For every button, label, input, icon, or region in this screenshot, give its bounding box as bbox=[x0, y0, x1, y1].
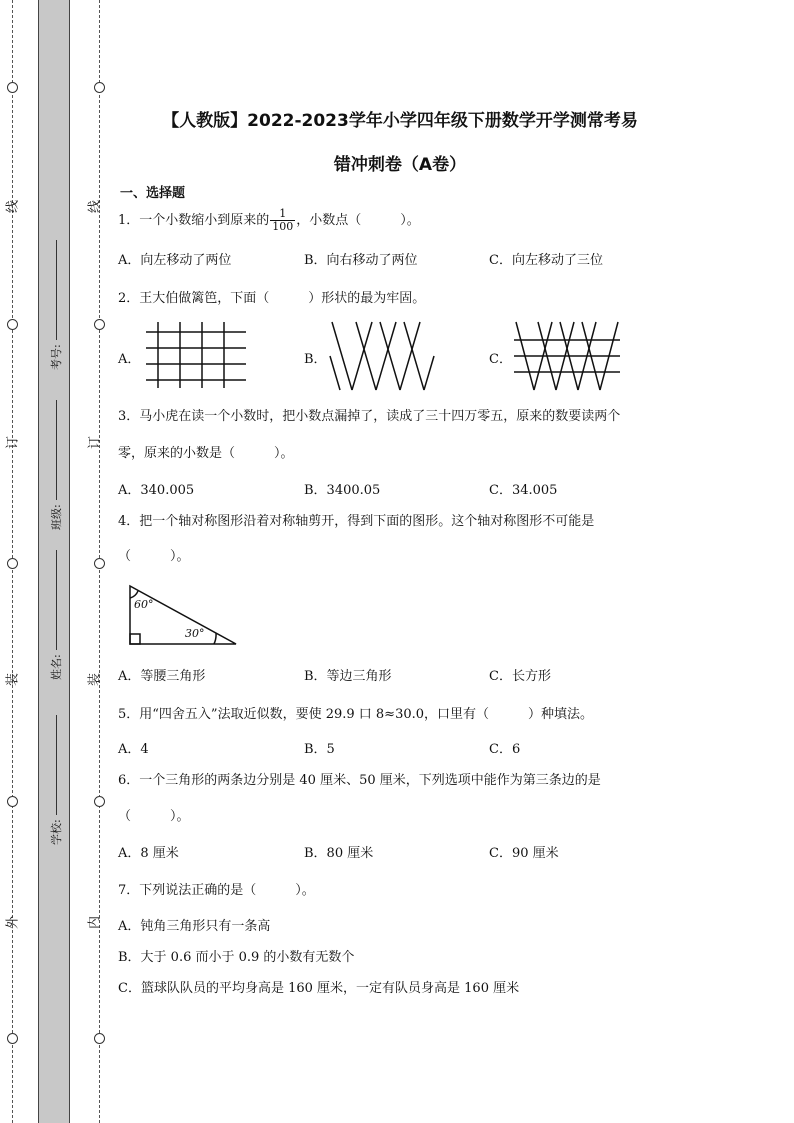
grid-fence-figure bbox=[144, 320, 248, 390]
binding-hole bbox=[94, 558, 105, 569]
question-7: 7．下列说法正确的是（ ）。 bbox=[118, 883, 315, 898]
q1-stem-start: 1．一个小数缩小到原来的 bbox=[118, 213, 270, 228]
margin-char-wai-outer: 外 bbox=[5, 916, 21, 930]
q5-option-b[interactable]: B．5 bbox=[304, 742, 335, 757]
page-title-line1: 【人教版】2022-2023学年小学四年级下册数学开学测常考易 bbox=[162, 111, 638, 131]
margin-char-nei-inner: 内 bbox=[87, 916, 103, 930]
q5-option-a[interactable]: A．4 bbox=[118, 742, 149, 757]
section-heading: 一、选择题 bbox=[120, 186, 186, 201]
right-triangle-figure bbox=[126, 582, 242, 650]
q1-option-b[interactable]: B．向右移动了两位 bbox=[304, 253, 418, 268]
question-2: 2．王大伯做篱笆，下面（ ）形状的最为牢固。 bbox=[118, 291, 426, 306]
binding-hole bbox=[7, 1033, 18, 1044]
exam-number-field[interactable] bbox=[48, 240, 64, 370]
question-4-line1: 4．把一个轴对称图形沿着对称轴剪开，得到下面的图形。这个轴对称图形不可能是 bbox=[118, 514, 595, 529]
margin-char-xian-outer: 线 bbox=[5, 200, 21, 214]
q1-option-c[interactable]: C．向左移动了三位 bbox=[489, 253, 603, 268]
q3-option-a[interactable]: A．340.005 bbox=[118, 483, 195, 498]
question-1 bbox=[118, 208, 420, 233]
name-label: 姓名: bbox=[50, 654, 63, 680]
school-label: 学校: bbox=[50, 819, 63, 845]
q6-option-c[interactable]: C．90 厘米 bbox=[489, 846, 559, 861]
binding-hole bbox=[94, 1033, 105, 1044]
binding-hole bbox=[94, 82, 105, 93]
angle-label-60: 60° bbox=[134, 598, 154, 611]
q3-option-b[interactable]: B．3400.05 bbox=[304, 483, 381, 498]
binding-hole bbox=[94, 796, 105, 807]
class-label: 班级: bbox=[50, 504, 63, 530]
binding-hole bbox=[94, 319, 105, 330]
fraction: $\frac{1}{100}$ bbox=[272, 207, 294, 233]
exam-number-label: 考号: bbox=[50, 344, 63, 370]
q7-option-a[interactable]: A．钝角三角形只有一条高 bbox=[118, 919, 271, 934]
question-4-line2: （ ）。 bbox=[118, 549, 190, 564]
binding-hole bbox=[7, 319, 18, 330]
q6-option-a[interactable]: A．8 厘米 bbox=[118, 846, 179, 861]
q3-option-c[interactable]: C．34.005 bbox=[489, 483, 558, 498]
question-6-line2: （ ）。 bbox=[118, 809, 190, 824]
q2-option-c[interactable]: C． bbox=[489, 352, 512, 367]
margin-char-ding-inner: 订 bbox=[87, 436, 103, 450]
q2-option-a[interactable]: A． bbox=[118, 352, 141, 367]
q4-option-a[interactable]: A．等腰三角形 bbox=[118, 669, 206, 684]
binding-hole bbox=[7, 82, 18, 93]
class-field[interactable] bbox=[48, 400, 64, 530]
name-field[interactable] bbox=[48, 550, 64, 680]
binding-hole bbox=[7, 558, 18, 569]
question-6-line1: 6．一个三角形的两条边分别是 40 厘米、50 厘米，下列选项中能作为第三条边的是 bbox=[118, 773, 601, 788]
q2-option-b[interactable]: B． bbox=[304, 352, 327, 367]
page-title-line2: 错冲刺卷（A卷） bbox=[333, 155, 467, 175]
margin-char-zhuang-outer: 装 bbox=[5, 673, 21, 687]
angle-label-30: 30° bbox=[185, 627, 205, 640]
margin-char-ding-outer: 订 bbox=[5, 436, 21, 450]
diagonal-fence-figure bbox=[328, 320, 436, 392]
triangle-fence-figure bbox=[512, 320, 622, 392]
margin-char-xian-inner: 线 bbox=[87, 200, 103, 214]
q5-option-c[interactable]: C．6 bbox=[489, 742, 521, 757]
question-3-line1: 3．马小虎在读一个小数时，把小数点漏掉了，读成了三十四万零五，原来的数要读两个 bbox=[118, 409, 621, 424]
q1-option-a[interactable]: A．向左移动了两位 bbox=[118, 253, 232, 268]
q4-option-b[interactable]: B．等边三角形 bbox=[304, 669, 392, 684]
school-field[interactable] bbox=[48, 715, 64, 845]
question-5: 5．用“四舍五入”法取近似数，要使 29.9 口 8≈30.0，口里有（ ）种填法。 bbox=[118, 707, 594, 722]
q7-option-c[interactable]: C．篮球队队员的平均身高是 160 厘米，一定有队员身高是 160 厘米 bbox=[118, 981, 520, 996]
q4-option-c[interactable]: C．长方形 bbox=[489, 669, 551, 684]
binding-hole bbox=[7, 796, 18, 807]
q7-option-b[interactable]: B．大于 0.6 而小于 0.9 的小数有无数个 bbox=[118, 950, 355, 965]
q1-stem-end: ，小数点（ ）。 bbox=[296, 213, 420, 228]
question-3-line2: 零，原来的小数是（ ）。 bbox=[118, 446, 294, 461]
margin-char-zhuang-inner: 装 bbox=[87, 673, 103, 687]
q6-option-b[interactable]: B．80 厘米 bbox=[304, 846, 374, 861]
